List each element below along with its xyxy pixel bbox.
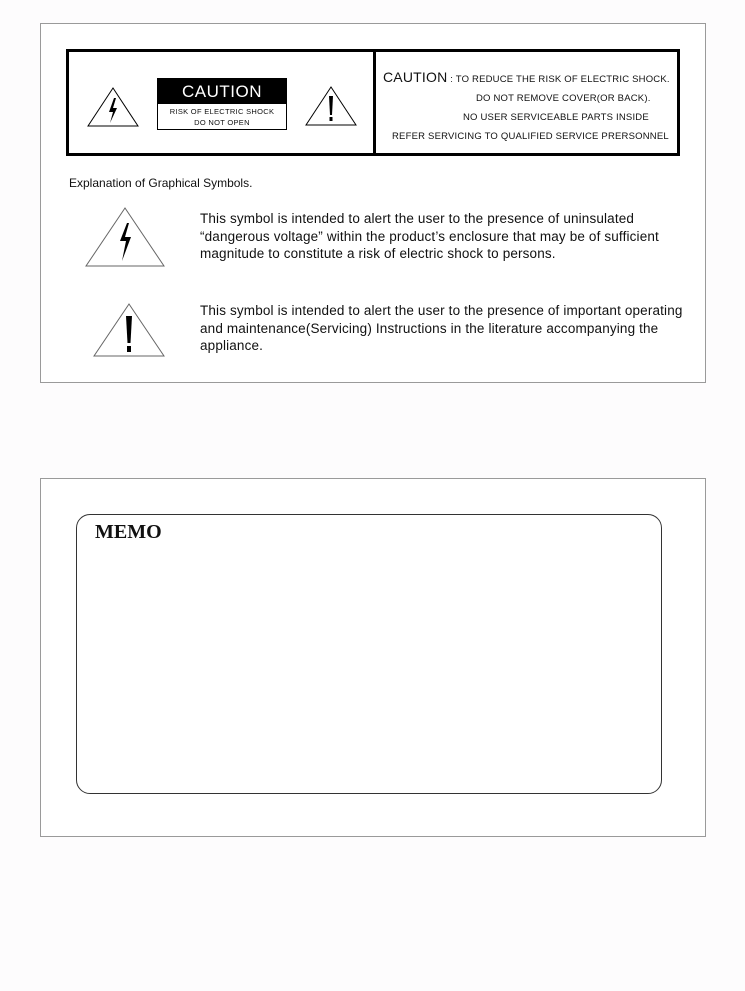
memo-panel xyxy=(40,478,706,837)
caution-divider xyxy=(373,52,376,153)
lightning-warning-icon xyxy=(86,86,140,128)
caution-notice-line2: DO NOT REMOVE COVER(OR BACK). xyxy=(476,93,651,104)
lightning-symbol-description: This symbol is intended to alert the user to the presence of uninsulated “dangerous voltage” within the product’s enclosure that may be of sufficient magnitude to constitute a risk of electric shock to persons. xyxy=(200,211,659,261)
memo-box xyxy=(76,514,662,794)
caution-notice-line4: REFER SERVICING TO QUALIFIED SERVICE PRERSONNEL xyxy=(392,131,669,142)
safety-panel xyxy=(40,23,706,383)
caution-label xyxy=(157,78,287,130)
caution-notice-line3: NO USER SERVICEABLE PARTS INSIDE xyxy=(463,112,649,123)
caution-notice-title: CAUTION xyxy=(383,69,448,85)
caution-box xyxy=(66,49,680,156)
caution-label-line1: RISK OF ELECTRIC SHOCK xyxy=(169,107,275,116)
memo-title: MEMO xyxy=(95,521,162,543)
caution-label-line2: DO NOT OPEN xyxy=(194,118,250,127)
caution-notice-line1: : TO REDUCE THE RISK OF ELECTRIC SHOCK. xyxy=(447,74,670,85)
lightning-symbol-icon xyxy=(85,207,165,267)
caution-label-heading: CAUTION xyxy=(158,79,286,104)
symbols-title: Explanation of Graphical Symbols. xyxy=(69,176,253,190)
exclamation-symbol-description: This symbol is intended to alert the user to the presence of important operating and maintenance(Servicing) Instructions in the literature accompanying the appliance. xyxy=(200,303,683,353)
exclamation-warning-icon xyxy=(304,85,358,127)
exclamation-symbol-icon xyxy=(93,303,165,357)
